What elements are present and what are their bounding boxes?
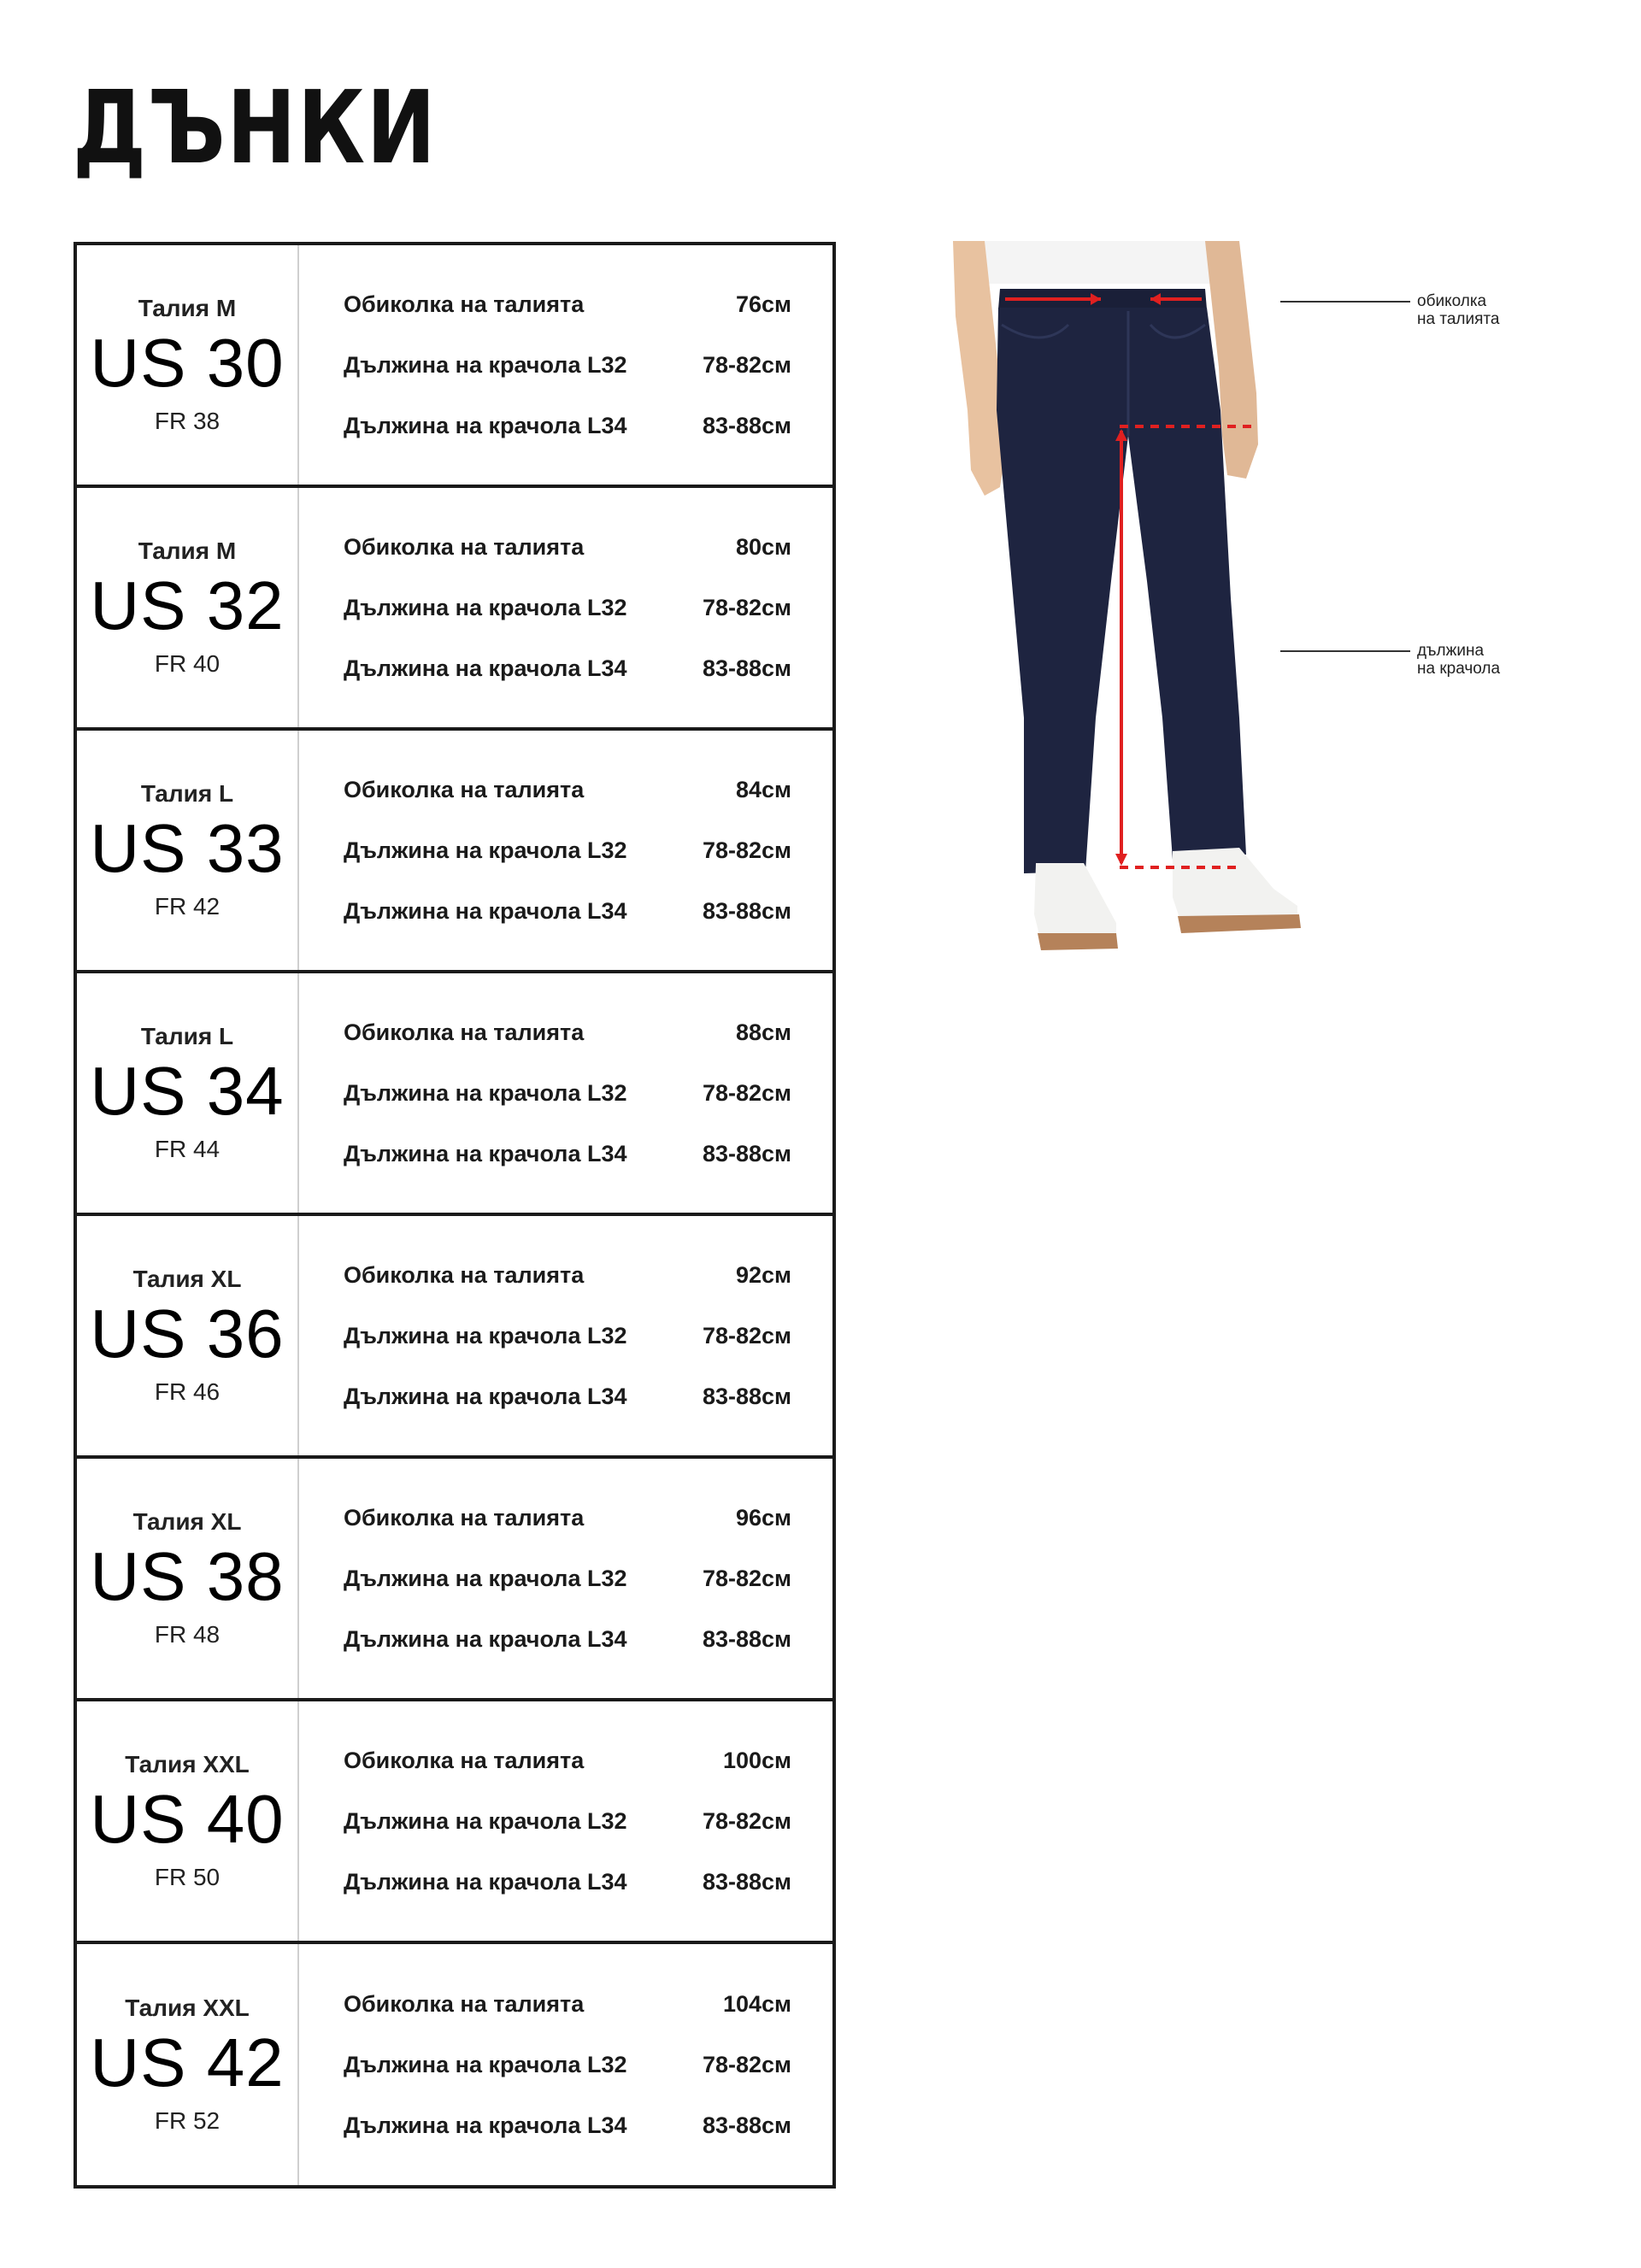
- measure-value: 83-88см: [702, 897, 791, 924]
- measure-row-waist: [344, 1488, 791, 1548]
- shirt-shape: [953, 241, 1239, 284]
- measure-label: Дължина на крачола L34: [344, 412, 627, 438]
- size-left-cell: [77, 1216, 299, 1455]
- measure-value: 84см: [735, 776, 791, 802]
- measurements-cell: [299, 488, 832, 727]
- waist-size-label: Талия XL: [132, 1508, 242, 1535]
- size-row: [77, 245, 832, 488]
- waist-callout-label: обиколка на талията: [1417, 292, 1500, 328]
- fr-size: FR 44: [154, 1136, 221, 1162]
- measurements-cell: [299, 1216, 832, 1455]
- size-row: [77, 1459, 832, 1701]
- measure-label: Дължина на крачола L34: [344, 897, 627, 924]
- measure-label: Обиколка на талията: [344, 1019, 585, 1045]
- measure-row-l32: [344, 1548, 791, 1609]
- waist-size-label: Талия XXL: [125, 1995, 250, 2021]
- measure-label: Дължина на крачола L32: [344, 2051, 627, 2077]
- measure-row-l32: [344, 335, 791, 396]
- jeans-figure: [949, 239, 1564, 957]
- fr-size: FR 40: [154, 650, 221, 677]
- measure-row-l34: [344, 1366, 791, 1427]
- measure-value: 83-88см: [702, 655, 791, 681]
- size-row: [77, 973, 832, 1216]
- size-row: [77, 731, 832, 973]
- us-size: US 34: [90, 1053, 285, 1129]
- size-left-cell: [77, 1701, 299, 1941]
- measure-label: Дължина на крачола L32: [344, 594, 627, 620]
- measure-label: Дължина на крачола L32: [344, 1079, 627, 1106]
- size-left-cell: [77, 731, 299, 970]
- size-table: [74, 242, 836, 2189]
- measure-label: Дължина на крачола L34: [344, 655, 627, 681]
- waist-size-label: Талия M: [138, 295, 237, 321]
- leg-callout-label: дължина на крачола: [1417, 642, 1501, 678]
- measurements-cell: [299, 245, 832, 485]
- waist-size-label: Талия L: [140, 1023, 234, 1049]
- measurements-cell: [299, 1701, 832, 1941]
- left-shoe-shape: [1034, 863, 1116, 942]
- measure-value: 88см: [735, 1019, 791, 1045]
- measure-value: 83-88см: [702, 1140, 791, 1166]
- measure-label: Обиколка на талията: [344, 291, 585, 317]
- size-row: [77, 1701, 832, 1944]
- measure-value: 78-82см: [702, 2051, 791, 2077]
- measure-row-l32: [344, 1306, 791, 1366]
- measure-label: Дължина на крачола L32: [344, 837, 627, 863]
- measure-value: 78-82см: [702, 837, 791, 863]
- size-row: [77, 488, 832, 731]
- size-row: [77, 1216, 832, 1459]
- measure-label: Обиколка на талията: [344, 1261, 585, 1288]
- us-size: US 42: [90, 2024, 285, 2101]
- waist-size-label: Талия XXL: [125, 1751, 250, 1777]
- measure-label: Дължина на крачола L32: [344, 351, 627, 378]
- measure-row-l34: [344, 1852, 791, 1913]
- measurements-cell: [299, 1944, 832, 2185]
- measurements-cell: [299, 731, 832, 970]
- measure-row-waist: [344, 1974, 791, 2035]
- measure-value: 80см: [735, 533, 791, 560]
- measure-value: 78-82см: [702, 1565, 791, 1591]
- measure-row-waist: [344, 1245, 791, 1306]
- measure-value: 78-82см: [702, 1322, 791, 1348]
- us-size: US 32: [90, 567, 285, 643]
- leg-arrowhead-bottom: [1115, 854, 1127, 866]
- fr-size: FR 48: [154, 1621, 221, 1648]
- measurements-cell: [299, 1459, 832, 1698]
- measure-label: Дължина на крачола L32: [344, 1807, 627, 1834]
- measure-row-waist: [344, 517, 791, 578]
- measure-row-waist: [344, 274, 791, 335]
- right-shoe-shape: [1173, 848, 1297, 923]
- waist-size-label: Талия XL: [132, 1266, 242, 1292]
- measure-label: Обиколка на талията: [344, 533, 585, 560]
- measure-label: Обиколка на талията: [344, 1504, 585, 1531]
- measure-row-waist: [344, 1002, 791, 1063]
- measure-value: 104см: [722, 1990, 791, 2017]
- right-shoe-sole: [1178, 914, 1301, 933]
- measure-value: 78-82см: [702, 1079, 791, 1106]
- fr-size: FR 52: [154, 2107, 221, 2134]
- size-left-cell: [77, 1459, 299, 1698]
- size-row: [77, 1944, 832, 2185]
- measure-value: 100см: [722, 1747, 791, 1773]
- us-size: US 38: [90, 1538, 285, 1614]
- waist-size-label: Талия M: [138, 538, 237, 564]
- measure-label: Дължина на крачола L34: [344, 1383, 627, 1409]
- measure-row-l32: [344, 1063, 791, 1124]
- measure-row-l34: [344, 1124, 791, 1184]
- us-size: US 40: [90, 1781, 285, 1857]
- measure-label: Обиколка на талията: [344, 776, 585, 802]
- measure-label: Дължина на крачола L34: [344, 1868, 627, 1895]
- measure-row-waist: [344, 1730, 791, 1791]
- measure-value: 96см: [735, 1504, 791, 1531]
- size-left-cell: [77, 245, 299, 485]
- measure-row-l34: [344, 1609, 791, 1670]
- measure-row-l34: [344, 881, 791, 942]
- measure-row-l32: [344, 820, 791, 881]
- measure-label: Дължина на крачола L32: [344, 1322, 627, 1348]
- measure-label: Дължина на крачола L32: [344, 1565, 627, 1591]
- jeans-model-illustration: [949, 239, 1564, 957]
- measure-row-l32: [344, 578, 791, 638]
- measure-row-l34: [344, 2095, 791, 2156]
- measure-label: Дължина на крачола L34: [344, 2112, 627, 2138]
- measure-row-waist: [344, 760, 791, 820]
- measure-label: Обиколка на талията: [344, 1990, 585, 2017]
- measure-value: 83-88см: [702, 1868, 791, 1895]
- measure-value: 83-88см: [702, 2112, 791, 2138]
- measure-label: Обиколка на талията: [344, 1747, 585, 1773]
- measure-value: 83-88см: [702, 412, 791, 438]
- measure-value: 92см: [735, 1261, 791, 1288]
- fr-size: FR 38: [154, 408, 221, 434]
- measure-row-l32: [344, 2035, 791, 2095]
- measure-value: 78-82см: [702, 594, 791, 620]
- measure-label: Дължина на крачола L34: [344, 1140, 627, 1166]
- left-shoe-sole: [1038, 933, 1118, 950]
- waist-size-label: Талия L: [140, 780, 234, 807]
- us-size: US 30: [90, 325, 285, 401]
- size-left-cell: [77, 488, 299, 727]
- us-size: US 33: [90, 810, 285, 886]
- measurements-cell: [299, 973, 832, 1213]
- fr-size: FR 46: [154, 1378, 221, 1405]
- measure-row-l34: [344, 638, 791, 699]
- measure-value: 78-82см: [702, 351, 791, 378]
- measure-value: 83-88см: [702, 1383, 791, 1409]
- measure-value: 78-82см: [702, 1807, 791, 1834]
- measure-label: Дължина на крачола L34: [344, 1625, 627, 1652]
- us-size: US 36: [90, 1296, 285, 1372]
- fr-size: FR 42: [154, 893, 221, 920]
- page-title: ДЪНКИ: [73, 68, 438, 186]
- size-left-cell: [77, 1944, 299, 2185]
- measure-row-l34: [344, 396, 791, 456]
- measure-row-l32: [344, 1791, 791, 1852]
- measure-value: 76см: [735, 291, 791, 317]
- measure-value: 83-88см: [702, 1625, 791, 1652]
- fr-size: FR 50: [154, 1864, 221, 1890]
- size-left-cell: [77, 973, 299, 1213]
